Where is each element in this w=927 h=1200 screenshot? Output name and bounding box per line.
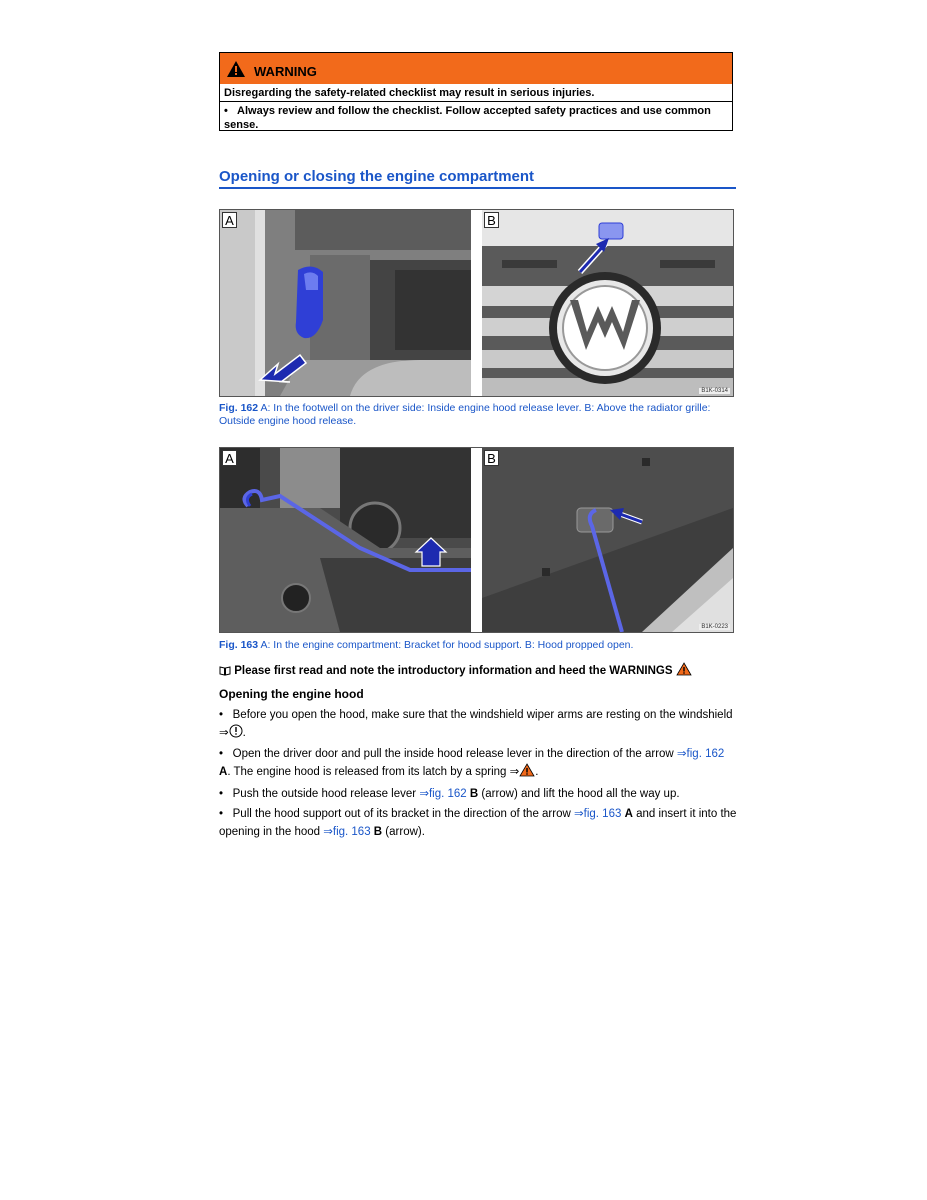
warning-title: WARNING xyxy=(254,64,317,79)
warning-header xyxy=(220,53,732,84)
step-1-text: Before you open the hood, make sure that the windshield wiper arms are resting on the windshield xyxy=(232,709,733,721)
step-2: • Open the driver door and pull the inside hood release lever in the direction of the arrow ⇒fig. 162 A. The engine hood is released from its latch by a spring ⇒ . xyxy=(219,748,725,778)
book-icon xyxy=(219,666,231,676)
figure-163-caption-label: Fig. 163 xyxy=(219,639,259,651)
figure-162-panel-b-illustration xyxy=(482,210,733,396)
figure-162-caption xyxy=(219,402,734,428)
subheading: Opening the engine hood xyxy=(219,687,364,701)
warning-triangle-icon[interactable] xyxy=(519,763,535,777)
figure-162-label-b: B xyxy=(484,212,499,228)
figure-163-panel-a-illustration xyxy=(220,448,471,632)
figure-163 xyxy=(219,447,734,633)
step-3-text: Push the outside hood release lever xyxy=(232,788,420,800)
warning-bullet-item: • Always review and follow the checklist. Follow accepted safety practices and use common sense. xyxy=(224,105,711,131)
warning-triangle-icon[interactable] xyxy=(676,662,692,676)
fig-163-link[interactable]: ⇒fig. 163 xyxy=(323,826,371,838)
figure-163-label-a: A xyxy=(222,450,237,466)
warning-box xyxy=(219,52,733,131)
figure-162-code: B1K-0314 xyxy=(701,388,728,394)
caution-icon[interactable] xyxy=(229,724,243,738)
figure-162-caption-text: A: In the footwell on the driver side: Inside engine hood release lever. B: Above the radiator grille: Outside engine hood release. xyxy=(219,402,711,427)
section-heading: Opening or closing the engine compartment xyxy=(219,168,736,189)
step-4: • Pull the hood support out of its bracket in the direction of the arrow ⇒fig. 163 A and insert it into the opening in the hood ⇒fig. 163 B (arrow). xyxy=(219,808,737,838)
figure-163-label-b: B xyxy=(484,450,499,466)
figure-162-panel-a-illustration xyxy=(220,210,471,396)
warning-icon xyxy=(226,60,246,78)
step-4-text: Pull the hood support out of its bracket in the direction of the arrow xyxy=(232,808,574,820)
figure-163-code: B1K-0223 xyxy=(701,624,728,630)
step-1: • Before you open the hood, make sure that the windshield wiper arms are resting on the windshield ⇒ . xyxy=(219,709,733,739)
warning-text: Disregarding the safety-related checklist may result in serious injuries. xyxy=(220,84,732,102)
step-3: • Push the outside hood release lever ⇒fig. 162 B (arrow) and lift the hood all the way up. xyxy=(219,788,680,800)
fig-162-link[interactable]: ⇒fig. 162 xyxy=(676,748,725,760)
figure-163-caption xyxy=(219,639,734,652)
warning-bullet-text: Always review and follow the checklist. Follow accepted safety practices and use common sense. xyxy=(224,105,711,131)
figure-163-panel-b-illustration xyxy=(482,448,733,632)
fig-163-link[interactable]: ⇒fig. 163 xyxy=(574,808,622,820)
figure-163-caption-text: A: In the engine compartment: Bracket for hood support. B: Hood propped open. xyxy=(258,639,634,651)
figure-162-caption-label: Fig. 162 xyxy=(219,402,259,414)
intro-text: Please first read and note the introductory information and heed the WARNINGS xyxy=(234,665,673,677)
fig-162-link[interactable]: ⇒fig. 162 xyxy=(419,788,467,800)
figure-162 xyxy=(219,209,734,397)
intro-note xyxy=(219,662,739,679)
figure-162-label-a: A xyxy=(222,212,237,228)
step-2-text: Open the driver door and pull the inside hood release lever in the direction of the arrow xyxy=(232,748,677,760)
